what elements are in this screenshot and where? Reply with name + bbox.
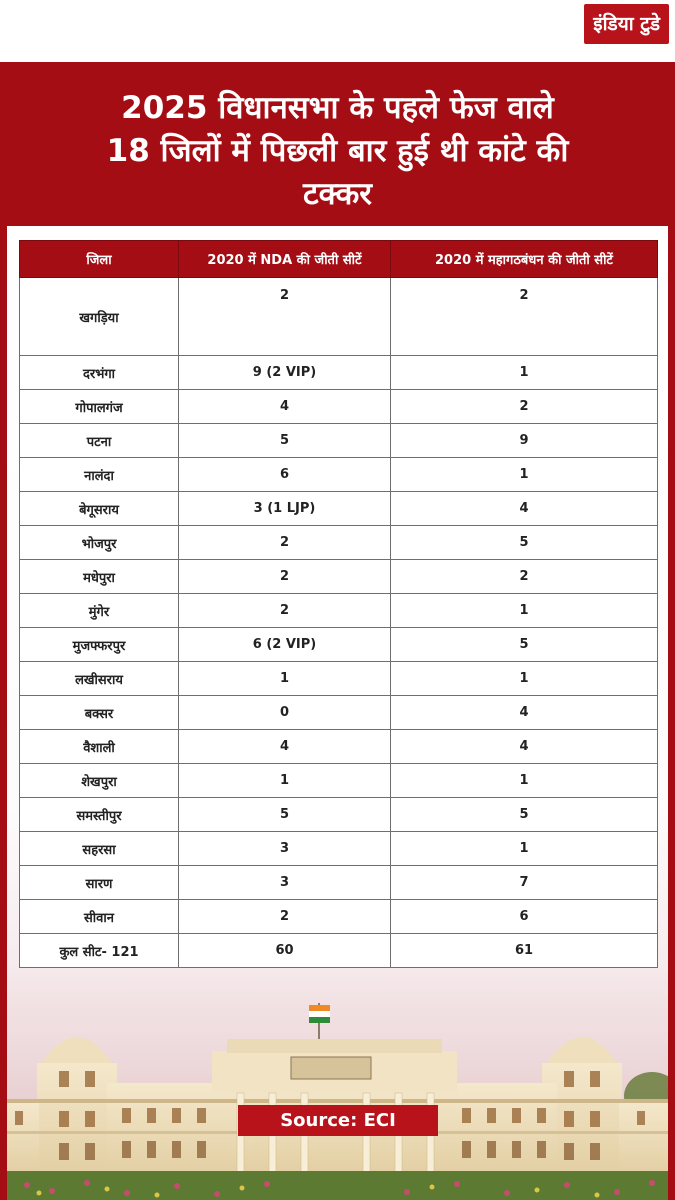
district-cell: मुंगेर <box>20 594 179 628</box>
nda-cell: 3 (1 LJP) <box>179 492 391 526</box>
table-header-row <box>20 241 658 278</box>
india-today-logo: इंडिया टुडे <box>584 4 669 44</box>
district-cell: खगड़िया <box>20 278 179 356</box>
assembly-building-image <box>7 971 668 1200</box>
table-row <box>20 730 658 764</box>
nda-cell: 6 (2 VIP) <box>179 628 391 662</box>
table-row <box>20 900 658 934</box>
mgb-cell: 1 <box>391 832 658 866</box>
mgb-cell: 4 <box>391 696 658 730</box>
district-cell: वैशाली <box>20 730 179 764</box>
table-row <box>20 390 658 424</box>
headline-line-2: 18 जिलों में पिछली बार हुई थी कांटे की <box>106 132 569 169</box>
mgb-cell: 6 <box>391 900 658 934</box>
district-cell: मधेपुरा <box>20 560 179 594</box>
nda-cell: 2 <box>179 278 391 356</box>
nda-cell: 1 <box>179 764 391 798</box>
nda-total-cell: 60 <box>179 934 391 968</box>
content-panel <box>7 226 668 1200</box>
district-cell: सीवान <box>20 900 179 934</box>
nda-cell: 2 <box>179 560 391 594</box>
mgb-cell: 2 <box>391 560 658 594</box>
election-results-table <box>19 240 658 968</box>
mgb-cell: 1 <box>391 458 658 492</box>
mgb-cell: 2 <box>391 278 658 356</box>
nda-cell: 2 <box>179 526 391 560</box>
table-row <box>20 492 658 526</box>
district-cell: सारण <box>20 866 179 900</box>
top-bar <box>0 0 675 62</box>
nda-cell: 4 <box>179 730 391 764</box>
table-row <box>20 832 658 866</box>
headline-line-3: टक्कर <box>302 175 372 212</box>
mgb-cell: 5 <box>391 798 658 832</box>
nda-cell: 6 <box>179 458 391 492</box>
district-cell: भोजपुर <box>20 526 179 560</box>
source-label: Source: ECI <box>238 1105 438 1136</box>
table-row <box>20 424 658 458</box>
district-cell: बक्सर <box>20 696 179 730</box>
district-cell: मुजफ्फरपुर <box>20 628 179 662</box>
mgb-cell: 1 <box>391 356 658 390</box>
nda-cell: 5 <box>179 798 391 832</box>
nda-cell: 5 <box>179 424 391 458</box>
mgb-cell: 4 <box>391 492 658 526</box>
header-district: जिला <box>20 241 179 278</box>
table-row <box>20 278 658 356</box>
table-row <box>20 866 658 900</box>
mgb-cell: 9 <box>391 424 658 458</box>
mgb-cell: 2 <box>391 390 658 424</box>
nda-cell: 4 <box>179 390 391 424</box>
nda-cell: 2 <box>179 594 391 628</box>
table-row <box>20 628 658 662</box>
nda-cell: 3 <box>179 866 391 900</box>
total-label-cell: कुल सीट- 121 <box>20 934 179 968</box>
district-cell: सहरसा <box>20 832 179 866</box>
table-row <box>20 526 658 560</box>
nda-cell: 0 <box>179 696 391 730</box>
table-total-row <box>20 934 658 968</box>
nda-cell: 1 <box>179 662 391 696</box>
mgb-total-cell: 61 <box>391 934 658 968</box>
headline <box>0 76 675 226</box>
table-row <box>20 356 658 390</box>
district-cell: दरभंगा <box>20 356 179 390</box>
table-row <box>20 458 658 492</box>
district-cell: गोपालगंज <box>20 390 179 424</box>
table-row <box>20 798 658 832</box>
district-cell: शेखपुरा <box>20 764 179 798</box>
table-row <box>20 662 658 696</box>
table-row <box>20 696 658 730</box>
nda-cell: 3 <box>179 832 391 866</box>
district-cell: नालंदा <box>20 458 179 492</box>
headline-line-1: 2025 विधानसभा के पहले फेज वाले <box>121 89 554 126</box>
mgb-cell: 1 <box>391 662 658 696</box>
table-row <box>20 594 658 628</box>
mgb-cell: 7 <box>391 866 658 900</box>
mgb-cell: 5 <box>391 526 658 560</box>
mgb-cell: 1 <box>391 764 658 798</box>
nda-cell: 2 <box>179 900 391 934</box>
district-cell: बेगूसराय <box>20 492 179 526</box>
header-mahagathbandhan-seats: 2020 में महागठबंधन की जीती सीटें <box>391 241 658 278</box>
table-row <box>20 560 658 594</box>
district-cell: पटना <box>20 424 179 458</box>
nda-cell: 9 (2 VIP) <box>179 356 391 390</box>
district-cell: समस्तीपुर <box>20 798 179 832</box>
table-row <box>20 764 658 798</box>
district-cell: लखीसराय <box>20 662 179 696</box>
mgb-cell: 5 <box>391 628 658 662</box>
header-nda-seats: 2020 में NDA की जीती सीटें <box>179 241 391 278</box>
mgb-cell: 1 <box>391 594 658 628</box>
mgb-cell: 4 <box>391 730 658 764</box>
